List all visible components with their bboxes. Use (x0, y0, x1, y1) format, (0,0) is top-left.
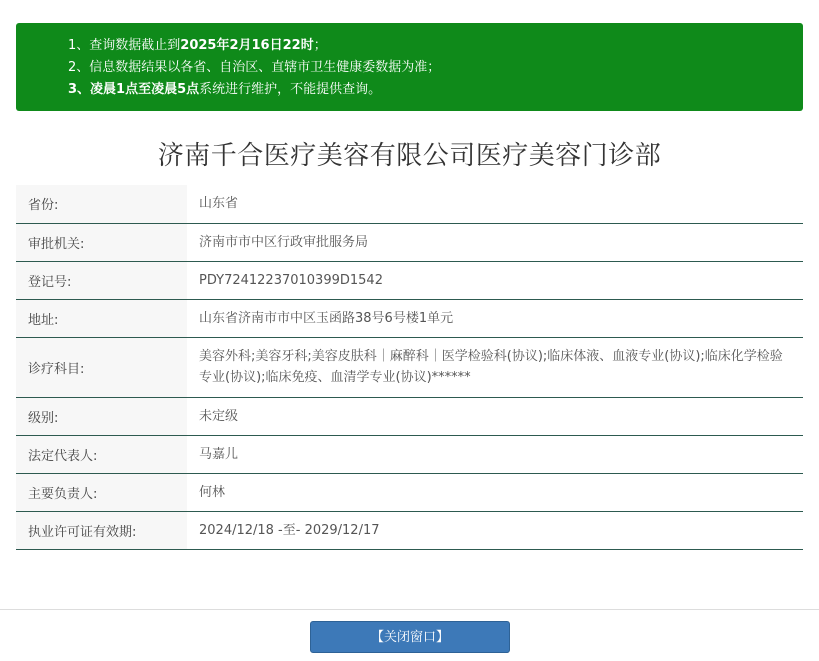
table-row-address (16, 299, 803, 337)
row-label: 省份: (16, 185, 187, 223)
notice-banner (16, 23, 803, 111)
table-row-license-validity (16, 511, 803, 549)
row-label: 诊疗科目: (16, 337, 187, 397)
row-label: 审批机关: (16, 223, 187, 261)
info-table (16, 185, 803, 550)
row-value: 济南市市中区行政审批服务局 (187, 223, 803, 261)
page-title: 济南千合医疗美容有限公司医疗美容门诊部 (157, 141, 662, 171)
row-label: 法定代表人: (16, 435, 187, 473)
row-label: 主要负责人: (16, 473, 187, 511)
row-value: 山东省济南市市中区玉函路38号6号楼1单元 (187, 299, 803, 337)
row-value: 美容外科;美容牙科;美容皮肤科｜麻醉科｜医学检验科(协议);临床体液、血液专业(协议);临床化学检验专业(协议);临床免疫、血清学专业(协议)****** (187, 337, 803, 397)
row-label: 地址: (16, 299, 187, 337)
table-row-level (16, 397, 803, 435)
row-value: 未定级 (187, 397, 803, 435)
row-value: PDY72412237010399D1542 (187, 261, 803, 299)
table-row-registration (16, 261, 803, 299)
table-row-authority (16, 223, 803, 261)
row-value: 马嘉儿 (187, 435, 803, 473)
footer-divider (0, 609, 819, 610)
row-label: 执业许可证有效期: (16, 511, 187, 549)
notice-line-1: 1、查询数据截止到2025年2月16日22时； (68, 38, 327, 53)
row-label: 级别: (16, 397, 187, 435)
row-value: 山东省 (187, 185, 803, 223)
table-row-departments (16, 337, 803, 397)
row-value: 何林 (187, 473, 803, 511)
table-row-province (16, 185, 803, 223)
row-value: 2024/12/18 -至- 2029/12/17 (187, 511, 803, 549)
notice-line-3: 3、凌晨1点至凌晨5点系统进行维护，不能提供查询。 (68, 82, 382, 97)
notice-line-2: 2、信息数据结果以各省、自治区、直辖市卫生健康委数据为准； (68, 60, 441, 75)
close-window-button[interactable]: 【关闭窗口】 (310, 621, 510, 653)
row-label: 登记号: (16, 261, 187, 299)
table-row-legal-rep (16, 435, 803, 473)
table-row-principal (16, 473, 803, 511)
